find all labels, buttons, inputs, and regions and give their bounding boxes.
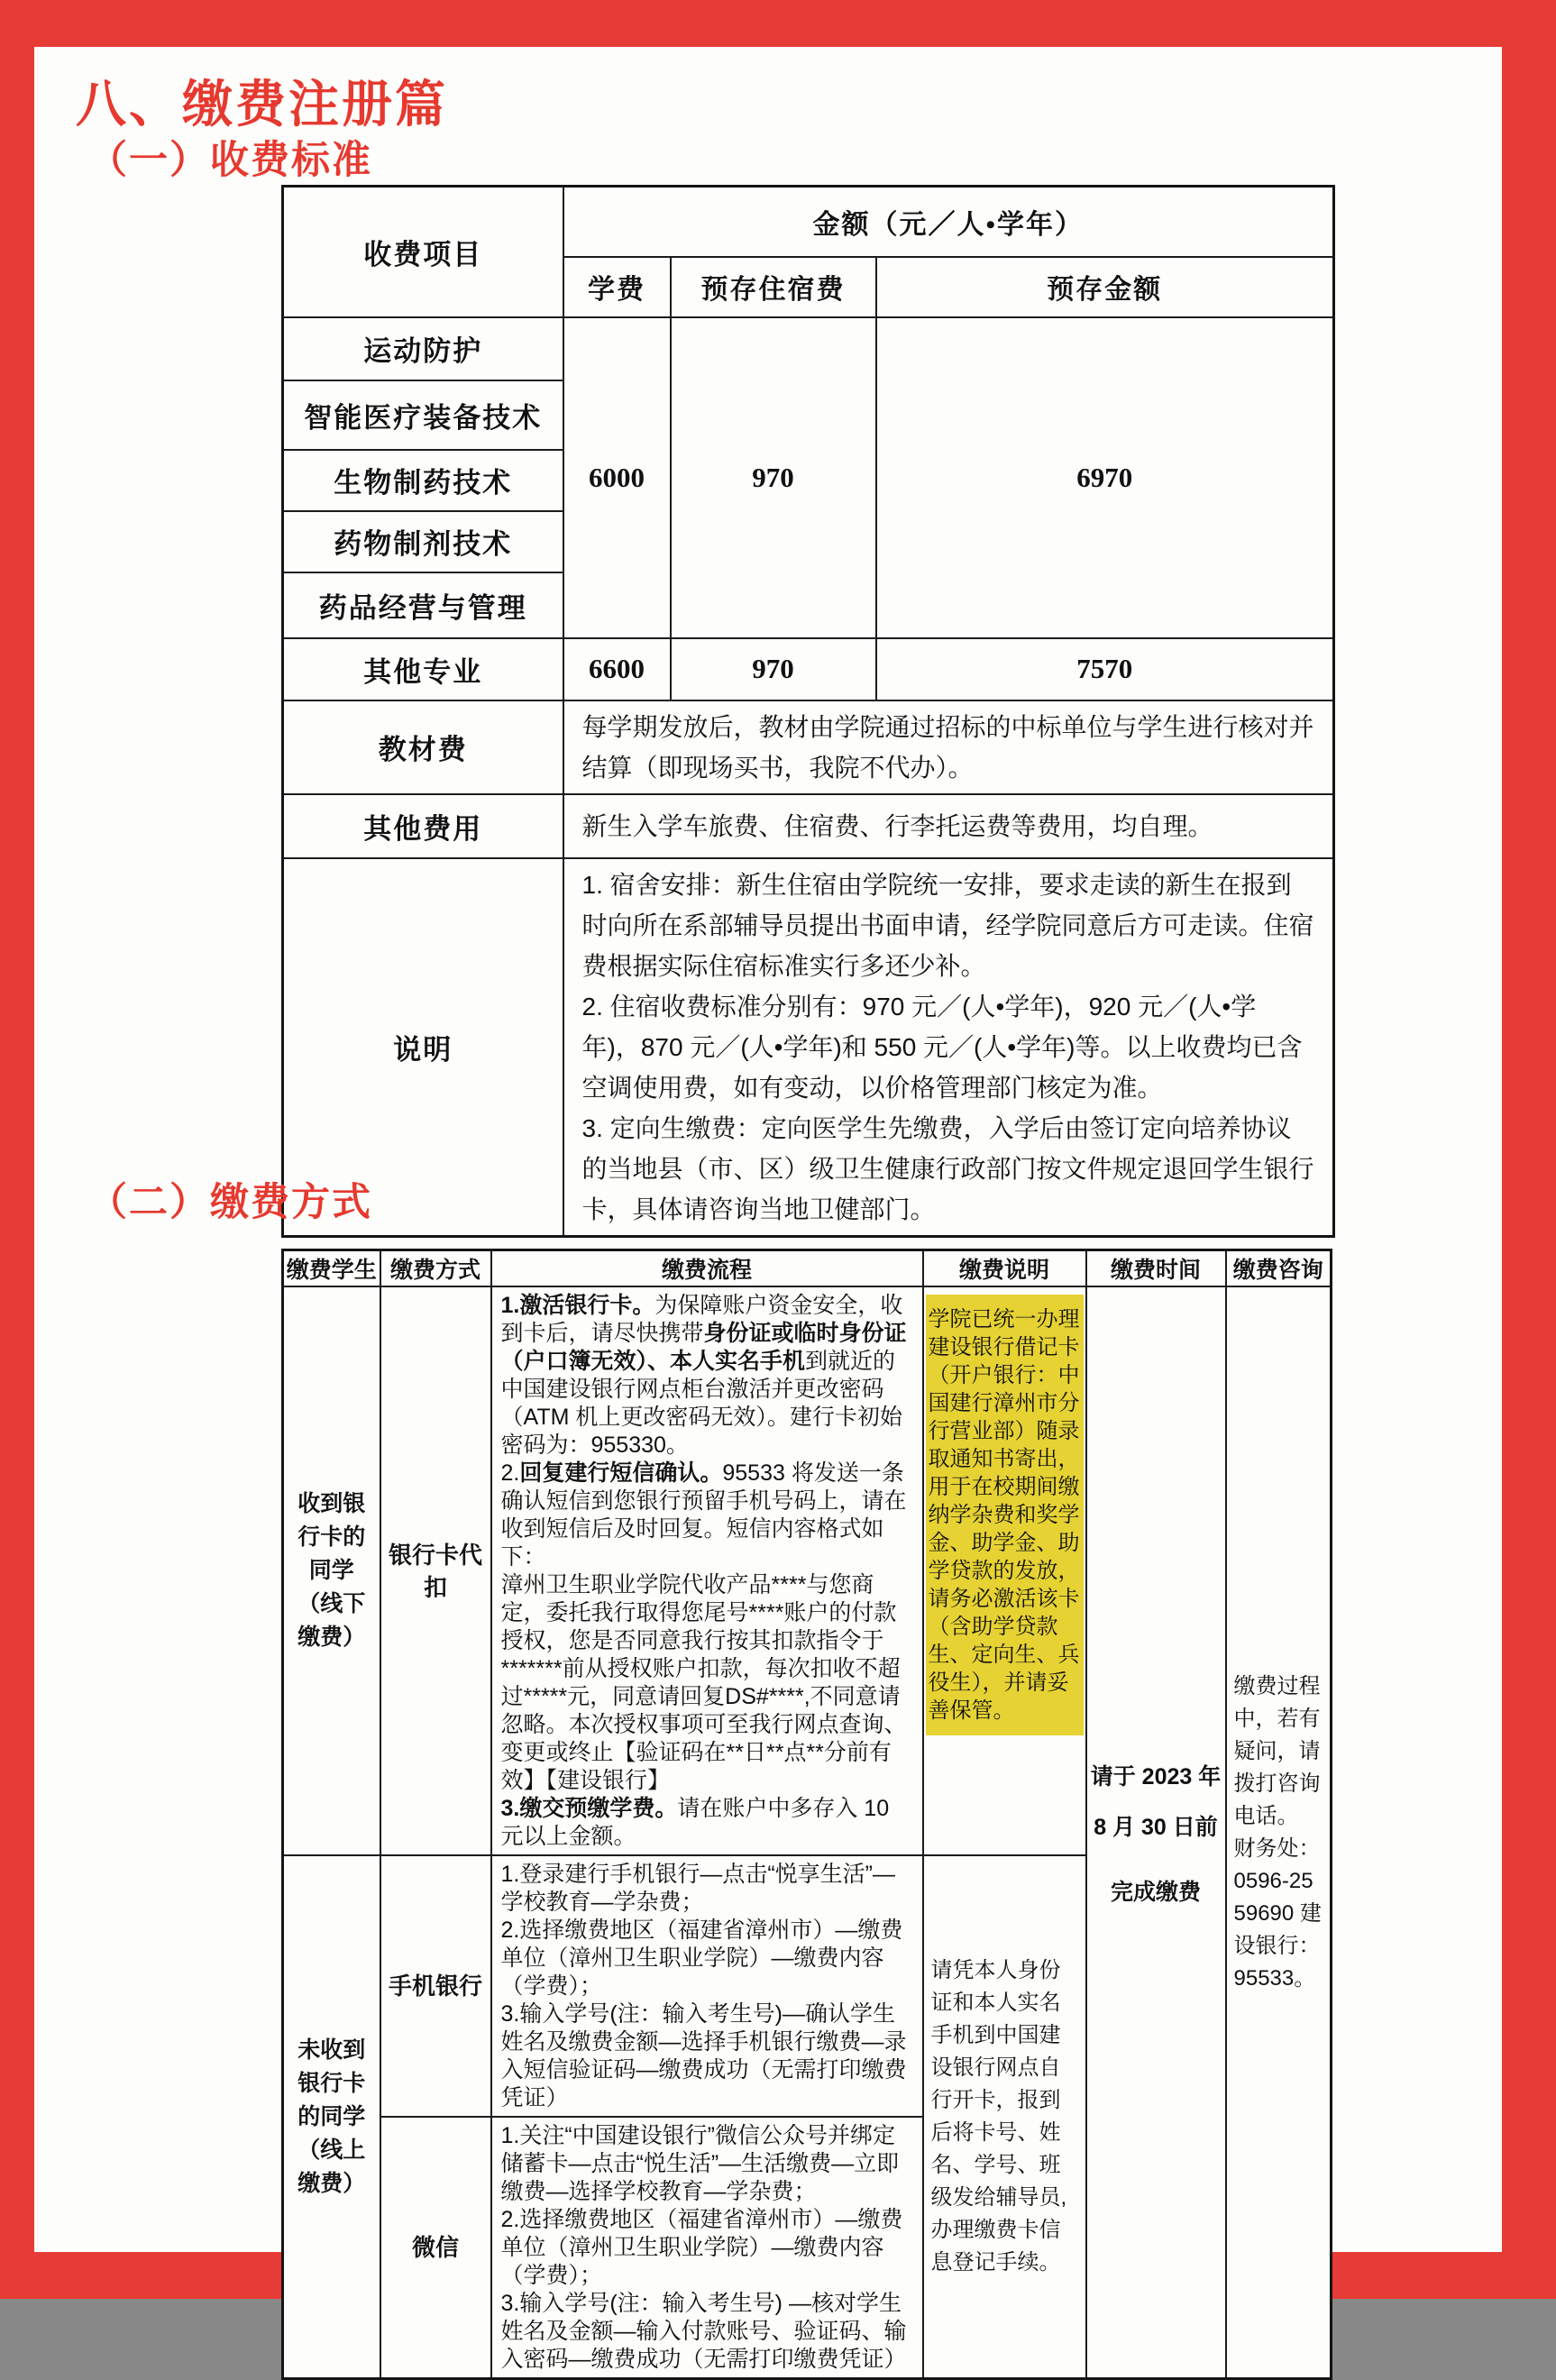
textbook-fee-text: 每学期发放后，教材由学院通过招标的中标单位与学生进行核对并结算（即现场买书，我院不代办）。 [563, 700, 1334, 794]
pay-header-process: 缴费流程 [491, 1250, 923, 1287]
other-fee-text: 新生入学车旅费、住宿费、行李托运费等费用，均自理。 [563, 794, 1334, 858]
major-tuition-value: 6000 [563, 317, 671, 638]
note-item: 3. 定向生缴费：定向医学生先缴费，入学后由签订定向培养协议的当地县（市、区）级卫生健康行政部门按文件规定退回学生银行卡，具体请咨询当地卫健部门。 [581, 1113, 1314, 1223]
note-item: 1. 宿舍安排：新生住宿由学院统一安排，要求走读的新生在报到时向所在系部辅导员提出书面申请，经学院同意后方可走读。住宿费根据实际住宿标准实行多还少补。 [581, 870, 1314, 980]
payment-method-table [281, 1249, 1332, 2380]
pay-header-time: 缴费时间 [1086, 1250, 1226, 1287]
other-fee-label: 其他费用 [283, 794, 563, 858]
note-online-cell: 请凭本人身份证和本人实名手机到中国建设银行网点自行开卡，报到后将卡号、姓名、学号、班级发给辅导员,办理缴费卡信息登记手续。 [923, 1855, 1086, 2379]
other-major-tuition-value: 6600 [563, 638, 671, 700]
pay-header-method: 缴费方式 [380, 1250, 491, 1287]
note-item: 2. 住宿收费标准分别有：970 元／(人•学年)，920 元／(人•学年)，870 元／(人•学年)和 550 元／(人•学年)等。以上收费均已含空调使用费，如有变动，以价格管理部门核定为准。 [581, 992, 1303, 1102]
method-bank-card-debit: 银行卡代扣 [380, 1286, 491, 1855]
process-bank-card-debit: 1.激活银行卡。为保障账户资金安全，收到卡后，请尽快携带身份证或临时身份证（户口簿无效）、本人实名手机到就近的中国建设银行网点柜台激活并更改密码（ATM 机上更改密码无效）。建行卡初始密码为：955330。 2.回复建行短信确认。95533 将发送一条确认短信到您银行预留手机号码上，请在收到短信后及时回复。短信内容格式如下： 漳州卫生职业学院代收产品****与您商定，委托我行取得您尾号****账户的付款授权，您是否同意我行按其扣款指令于*******前从授权账户扣款，每次扣收不超过*****元，同意请回复DS#****,不同意请忽略。本次授权事项可至我行网点查询、变更或终止【验证码在**日**点**分前有效】【建设银行】 3.缴交预缴学费。请在账户中多存入 10 元以上金额。 [491, 1286, 923, 1855]
method-mobile-banking: 手机银行 [380, 1855, 491, 2117]
fee-header-dorm: 预存住宿费 [671, 257, 876, 317]
textbook-fee-label: 教材费 [283, 700, 563, 794]
page-sheet [34, 47, 1502, 2372]
notes-text [563, 858, 1334, 1237]
other-major-total-value: 7570 [876, 638, 1334, 700]
pay-time-cell: 请于 2023 年 8 月 30 日前 完成缴费 [1086, 1286, 1226, 2379]
major-dorm-value: 970 [671, 317, 876, 638]
major-label: 生物制药技术 [283, 450, 563, 511]
major-label: 运动防护 [283, 317, 563, 380]
fee-header-item: 收费项目 [283, 187, 563, 317]
fee-header-total: 预存金额 [876, 257, 1334, 317]
process-wechat: 1.关注“中国建设银行”微信公众号并绑定储蓄卡—点击“悦生活”—生活缴费—立即缴费—选择学校教育—学杂费； 2.选择缴费地区（福建省漳州市）—缴费单位（漳州卫生职业学院）—缴费内容（学费）； 3.输入学号(注：输入考生号) —核对学生姓名及金额—输入付款账号、验证码、输入密码—缴费成功（无需打印缴费凭证） [491, 2117, 923, 2379]
fee-header-tuition: 学费 [563, 257, 671, 317]
major-label: 药品经营与管理 [283, 572, 563, 638]
note-offline-highlighted: 学院已统一办理建设银行借记卡（开户银行：中国建行漳州市分行营业部）随录取通知书寄出，用于在校期间缴纳学杂费和奖学金、助学金、助学贷款的发放，请务必激活该卡（含助学贷款生、定向生、兵役生），并请妥善保管。 [926, 1295, 1084, 1735]
other-major-label: 其他专业 [283, 638, 563, 700]
notes-label: 说明 [283, 858, 563, 1237]
pay-header-note: 缴费说明 [923, 1250, 1086, 1287]
section-heading-pay-method: （二）缴费方式 [88, 1181, 372, 1224]
fee-standard-table [281, 185, 1335, 1238]
student-group-online: 未收到银行卡的同学 （线上缴费） [283, 1855, 380, 2379]
pay-header-student: 缴费学生 [283, 1250, 380, 1287]
method-wechat: 微信 [380, 2117, 491, 2379]
fee-header-amount: 金额（元／人•学年） [563, 187, 1334, 257]
pay-contact-cell: 缴费过程中，若有疑问，请拨打咨询电话。 财务处：0596-2559690 建设银行：95533。 [1226, 1286, 1332, 2379]
other-major-dorm-value: 970 [671, 638, 876, 700]
page-title: 八、缴费注册篇 [76, 76, 448, 133]
process-mobile-banking: 1.登录建行手机银行—点击“悦享生活”—学校教育—学杂费； 2.选择缴费地区（福建省漳州市）—缴费单位（漳州卫生职业学院）—缴费内容（学费）； 3.输入学号(注：输入考生号)—确认学生姓名及缴费金额—选择手机银行缴费—录入短信验证码—缴费成功（无需打印缴费凭证） [491, 1855, 923, 2117]
major-total-value: 6970 [876, 317, 1334, 638]
major-label: 智能医疗装备技术 [283, 380, 563, 450]
major-label: 药物制剂技术 [283, 511, 563, 572]
pay-header-contact: 缴费咨询 [1226, 1250, 1332, 1287]
note-offline-cell [923, 1286, 1086, 1855]
student-group-offline: 收到银行卡的同学 （线下缴费） [283, 1286, 380, 1855]
section-heading-fee-standard: （一）收费标准 [88, 139, 372, 182]
